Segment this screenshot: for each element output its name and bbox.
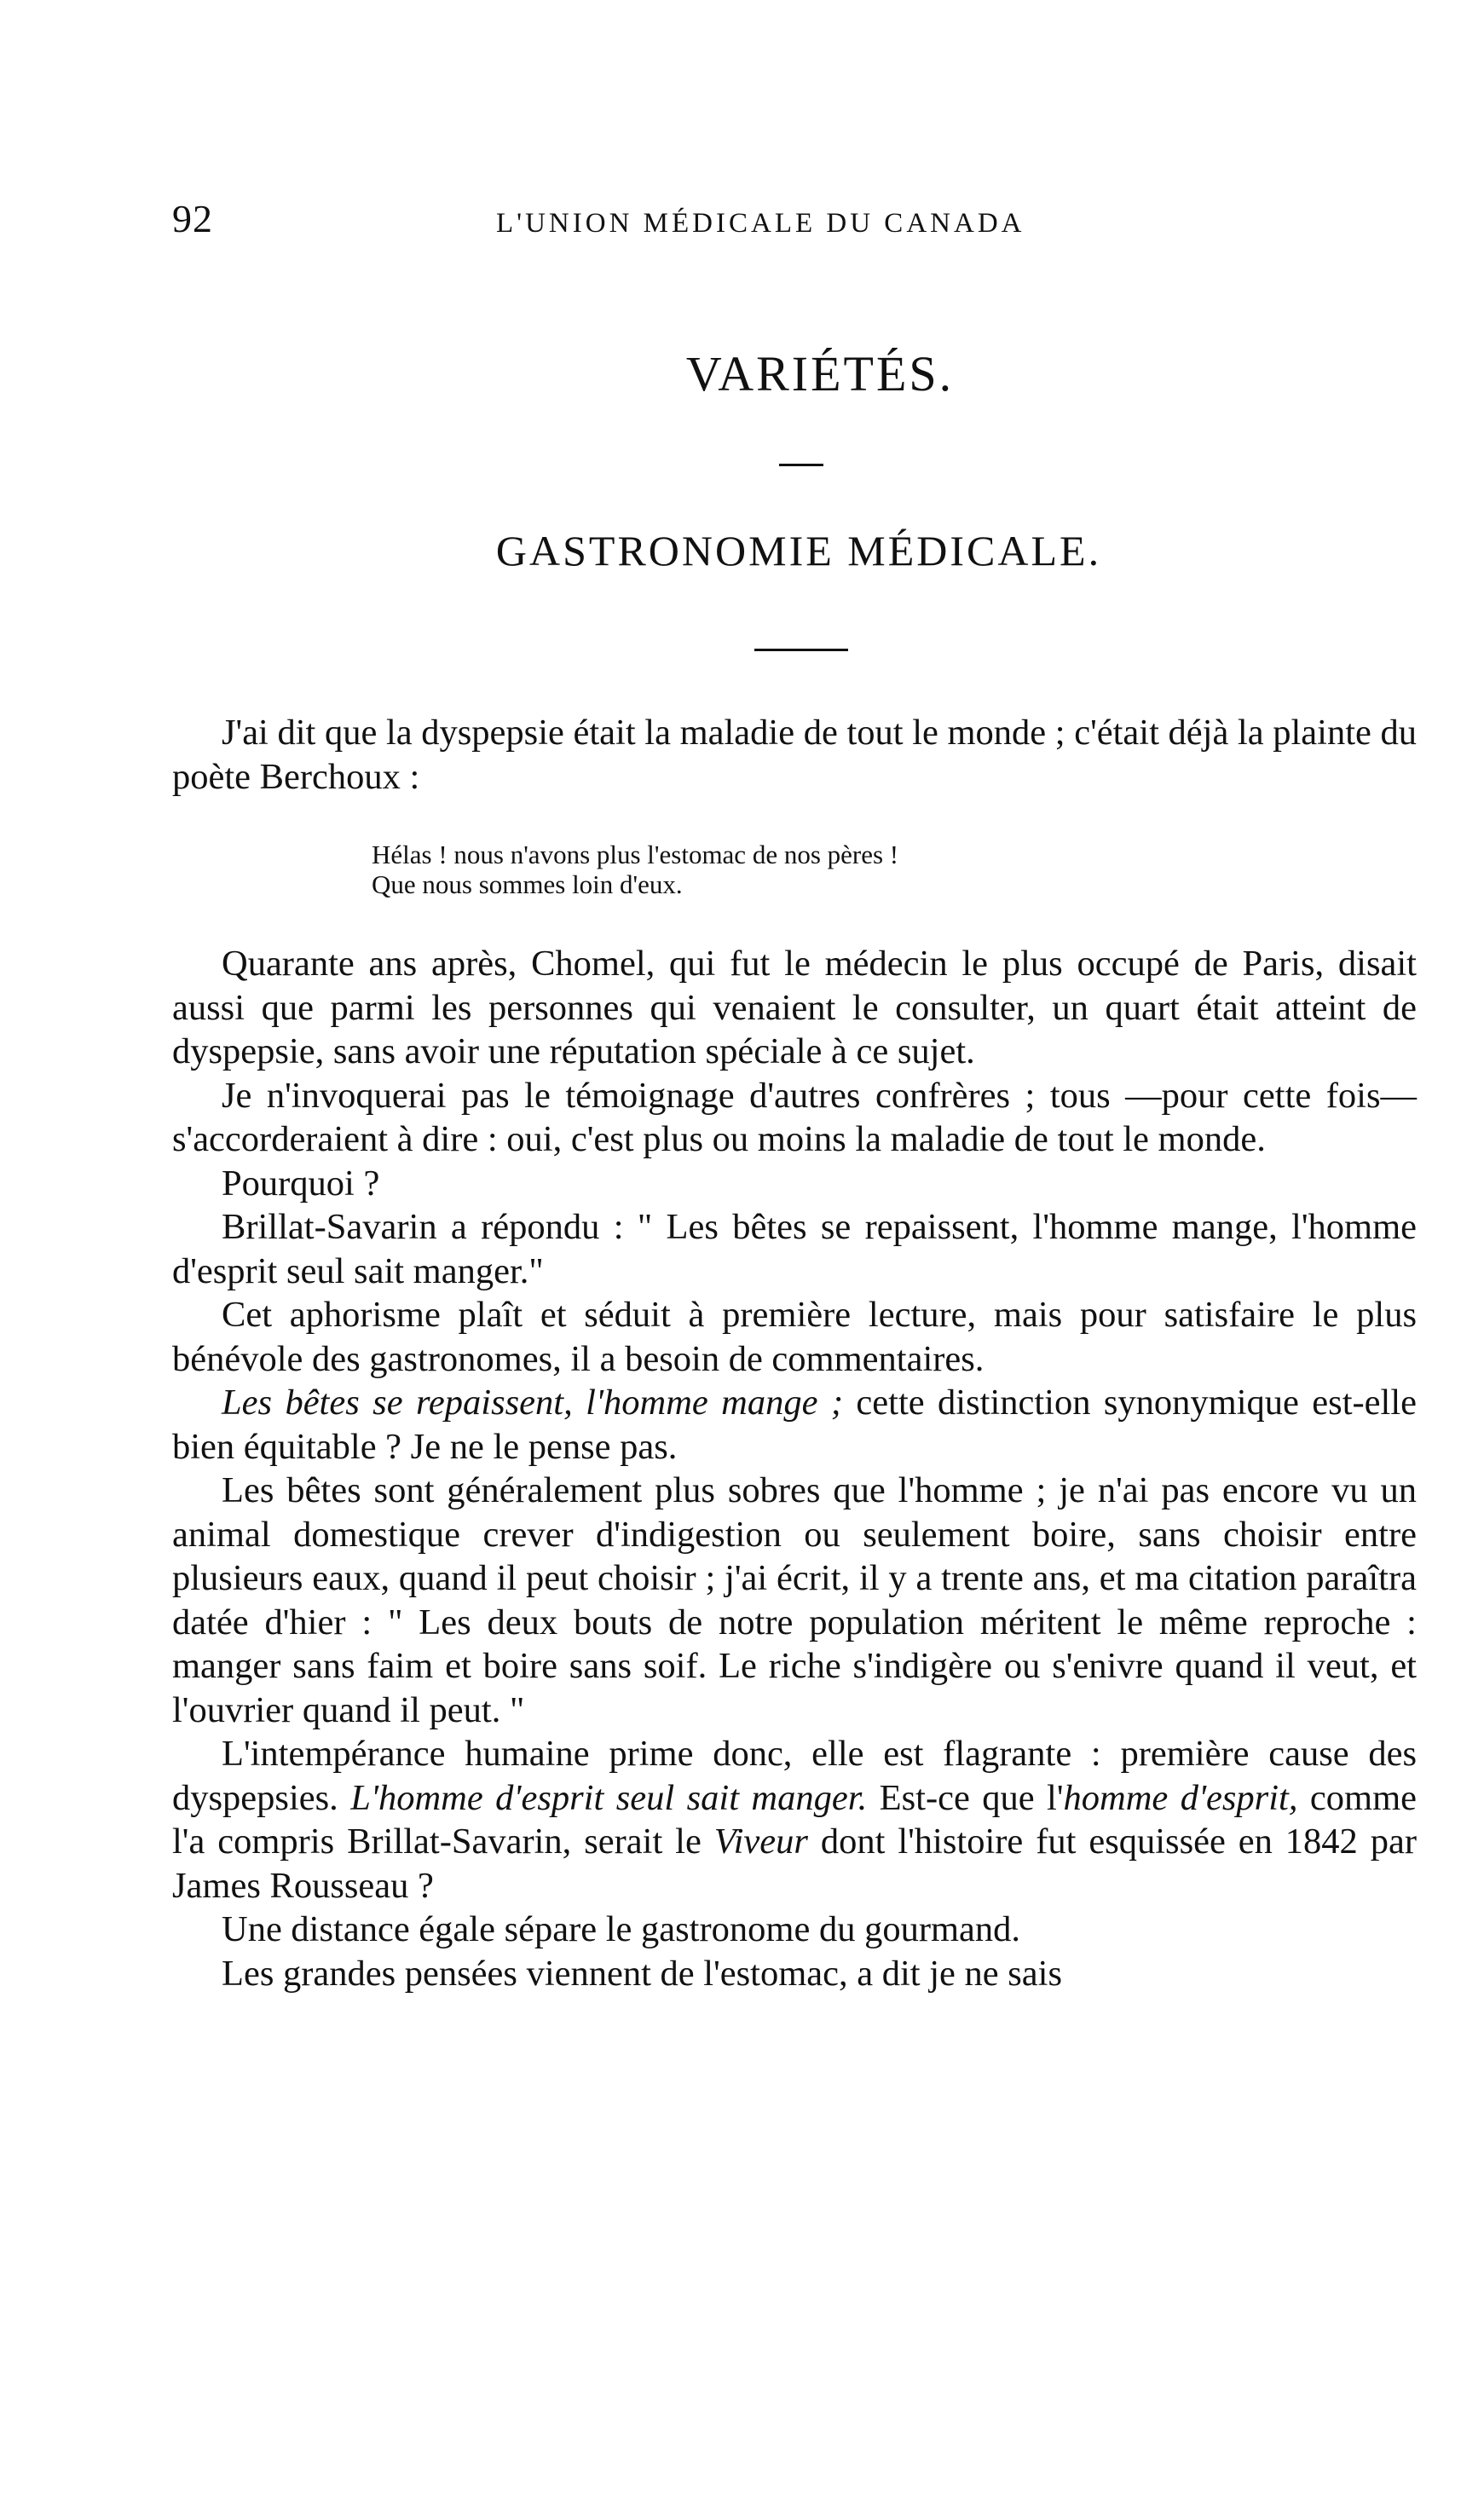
page-number: 92 [172,197,213,240]
verse-line: Hélas ! nous n'avons plus l'estomac de nos pères ! [372,840,899,869]
paragraph [172,1381,1417,1469]
paragraph: Brillat-Savarin a répondu : " Les bêtes se repaissent, l'homme mange, l'homme d'esprit seul sait manger." [172,1207,1417,1291]
article-subtitle: GASTRONOMIE MÉDICALE. [495,527,1102,574]
paragraph [172,1732,1417,1908]
paragraph: Cet aphorisme plaît et séduit à première lecture, mais pour satisfaire le plus bénévole des gastronomes, il a besoin de commentaires. [172,1295,1417,1379]
verse-quote [372,840,1417,899]
verse-line: Que nous sommes loin d'eux. [372,869,683,899]
paragraph: Les bêtes sont généralement plus sobres que l'homme ; je n'ai pas encore vu un animal domestique crever d'indigestion ou seulement boire, sans choisir entre plusieurs eaux, quand il peut choisir ; j'ai écrit, il y a trente ans, et ma citation paraîtra datée d'hier : " Les deux bouts de notre population méritent le même reproche : manger sans faim et boire sans soif. Le riche s'indigère ou s'enivre quand il veut, et l'ouvrier quand il peut. " [172,1470,1417,1730]
paragraph: J'ai dit que la dyspepsie était la maladie de tout le monde ; c'était déjà la plainte du poète Berchoux : [172,713,1418,797]
paragraph-text: Est-ce que l' [867,1777,1064,1818]
divider-rule [779,464,823,466]
italic-phrase: Viveur [713,1821,808,1862]
divider-rule [754,649,848,651]
paragraph-text: cette distinction synonymique est-elle bien équitable ? Je ne le pense pas. [172,1383,1417,1467]
paragraph: Une distance égale sépare le gastronome du gourmand. [222,1909,1021,1949]
document-page [172,196,1417,1995]
page-header [172,196,1417,256]
italic-phrase: L'homme d'esprit seul sait manger. [350,1777,868,1818]
paragraph-text: L'intempérance humaine prime donc, elle est flagrante : première cause des dyspepsies. [172,1734,1417,1818]
paragraph: Pourquoi ? [222,1163,380,1204]
paragraph: Quarante ans après, Chomel, qui fut le médecin le plus occupé de Paris, disait aussi que parmi les personnes qui venaient le consulter, un quart était atteint de dyspepsie, sans avoir une réputation spéciale à ce sujet. [172,944,1417,1071]
running-head: L'UNION MÉDICALE DU CANADA [496,208,1025,239]
paragraph: Les grandes pensées viennent de l'estomac, a dit je ne sais [222,1953,1063,1994]
italic-phrase: homme d'esprit, [1063,1777,1298,1818]
paragraph: Je n'invoquerai pas le témoignage d'autres confrères ; tous —pour cette fois—s'accorderaient à dire : oui, c'est plus ou moins la maladie de tout le monde. [172,1075,1417,1159]
italic-phrase: Les bêtes se repaissent, l'homme mange ; [222,1383,844,1423]
paragraph-text: comme l'a compris Brillat-Savarin, serait le [172,1777,1417,1862]
section-title: VARIÉTÉS. [685,346,955,401]
paragraph-text: dont l'histoire fut esquissée en 1842 par James Rousseau ? [172,1821,1418,1906]
article-body [172,711,1417,1995]
